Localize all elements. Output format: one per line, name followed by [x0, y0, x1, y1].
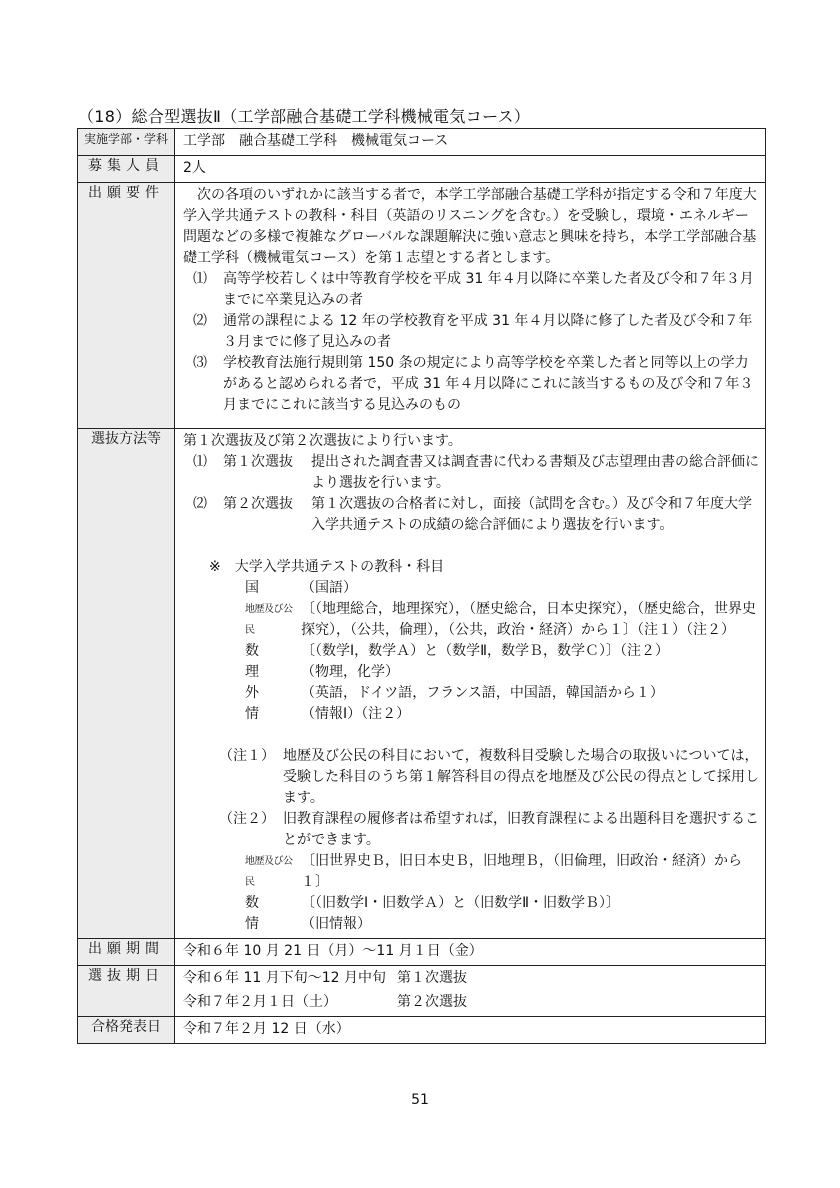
stage-text: 第１次選抜の合格者に対し，面接（試問を含む。）及び令和７年度大学入学共通テストの成績の総合評価により選抜を行います。: [311, 496, 752, 533]
note-key: （注２）: [219, 811, 275, 827]
subject-row: [183, 578, 759, 599]
note-row: [183, 746, 759, 809]
selection-date: 令和６年 11 月下旬～12 月中旬: [183, 970, 386, 986]
subject-value: （物理，化学）: [301, 664, 399, 680]
value-department: 工学部 融合基礎工学科 機械電気コース: [175, 129, 766, 156]
row-application-period: [78, 939, 766, 966]
selection-date: 令和７年２月１日（土）: [183, 994, 337, 1010]
requirement-item: [183, 311, 759, 353]
subject-row: [183, 704, 759, 725]
subject-key: 理: [245, 664, 259, 680]
row-announcement: [78, 1017, 766, 1044]
old-subject-value: （旧情報）: [301, 916, 371, 932]
requirement-item: [183, 353, 759, 416]
subject-key: 地歴及び公民: [245, 604, 293, 636]
selection-date-line: [183, 992, 759, 1013]
old-subject-row: [183, 893, 759, 914]
old-subject-value: 〔（旧数学Ⅰ・旧数学Ａ）と（旧数学Ⅱ・旧数学Ｂ）〕: [301, 895, 621, 911]
requirement-num: ⑴: [193, 271, 207, 287]
row-capacity: [78, 156, 766, 183]
label-application-period: 出願期間: [78, 939, 175, 966]
value-selection-dates: [175, 966, 766, 1017]
value-capacity: 2人: [175, 156, 766, 183]
selection-stage-name: 第２次選抜: [397, 994, 467, 1010]
requirement-text: 高等学校若しくは中等教育学校を平成 31 年４月以降に卒業した者及び令和７年３月までに卒業見込みの者: [223, 271, 754, 308]
note-row: [183, 809, 759, 851]
subject-value: （国語）: [301, 580, 357, 596]
note-value: 地歴及び公民の科目において，複数科目受験した場合の取扱いについては，受験した科目のうち第１解答科目の得点を地歴及び公民の得点として採用します。: [283, 748, 759, 806]
subject-row: [183, 683, 759, 704]
selection-date-line: [183, 968, 759, 989]
label-requirements: 出願要件: [78, 183, 175, 429]
old-subject-row: [183, 851, 759, 893]
subject-value: （情報Ⅰ）（注２）: [301, 706, 411, 722]
label-selection: 選抜方法等: [78, 429, 175, 939]
admission-table: [77, 128, 766, 1044]
value-announcement: 令和７年２月 12 日（水）: [175, 1017, 766, 1044]
note-key: （注１）: [219, 748, 275, 764]
selection-stage: [183, 494, 759, 536]
row-requirements: [78, 183, 766, 429]
subject-key: 外: [245, 685, 259, 701]
selection-intro: 第１次選抜及び第２次選抜により行います。: [183, 433, 462, 449]
row-selection: [78, 429, 766, 939]
old-subject-key: 情: [245, 916, 259, 932]
stage-num: ⑵: [193, 496, 207, 512]
label-announcement: 合格発表日: [78, 1017, 175, 1044]
requirement-num: ⑵: [193, 313, 207, 329]
old-subject-row: [183, 914, 759, 935]
requirement-text: 学校教育法施行規則第 150 条の規定により高等学校を卒業した者と同等以上の学力があると認められる者で，平成 31 年４月以降にこれに該当するもの及び令和７年３月までにこれに該当する見込みのもの: [223, 355, 754, 413]
selection-stage-name: 第１次選抜: [397, 970, 467, 986]
requirement-item: [183, 269, 759, 311]
page-number: 51: [411, 1092, 429, 1108]
subject-key: 国: [245, 580, 259, 596]
requirement-text: 通常の課程による 12 年の学校教育を平成 31 年４月以降に修了した者及び令和７年３月までに修了見込みの者: [223, 313, 753, 350]
section-title: （18）総合型選抜Ⅱ（工学部融合基礎工学科機械電気コース）: [78, 107, 531, 126]
subject-key: 数: [245, 643, 259, 659]
requirements-intro: 次の各項のいずれかに該当する者で，本学工学部融合基礎工学科が指定する令和７年度大学入学共通テストの教科・科目（英語のリスニングを含む。）を受験し，環境・エネルギー問題などの多様で複雑なグローバルな課題解決に強い意志と興味を持ち，本学工学部融合基礎工学科（機械電気コース）を第１志望とする者とします。: [183, 187, 757, 266]
stage-num: ⑴: [193, 454, 207, 470]
value-application-period: 令和６年 10 月 21 日（月）～11 月１日（金）: [175, 939, 766, 966]
requirement-num: ⑶: [193, 355, 207, 371]
row-selection-dates: [78, 966, 766, 1017]
note-value: 旧教育課程の履修者は希望すれば，旧教育課程による出題科目を選択することができます。: [283, 811, 759, 848]
subject-row: [183, 641, 759, 662]
subject-row: [183, 599, 759, 641]
selection-stage: [183, 452, 759, 494]
subjects-heading: ※ 大学入学共通テストの教科・科目: [209, 559, 445, 575]
subject-value: 〔（地理総合，地理探究），（歴史総合，日本史探究），（歴史総合，世界史探究），（公共，倫理），（公共，政治・経済）から１〕（注１）（注２）: [301, 601, 756, 638]
value-requirements: [175, 183, 766, 429]
value-selection: [175, 429, 766, 939]
stage-head: 第２次選抜: [223, 496, 293, 512]
subject-value: 〔（数学Ⅰ，数学Ａ）と（数学Ⅱ，数学Ｂ，数学Ｃ）〕（注２）: [301, 643, 670, 659]
stage-text: 提出された調査書又は調査書に代わる書類及び志望理由書の総合評価により選抜を行います。: [311, 454, 759, 491]
old-subject-key: 数: [245, 895, 259, 911]
subject-key: 情: [245, 706, 259, 722]
old-subject-key: 地歴及び公民: [245, 856, 293, 888]
stage-head: 第１次選抜: [223, 454, 293, 470]
subject-value: （英語，ドイツ語，フランス語，中国語，韓国語から１）: [301, 685, 664, 701]
subject-row: [183, 662, 759, 683]
label-capacity: 募集人員: [78, 156, 175, 183]
label-department: 実施学部・学科: [78, 129, 175, 156]
row-department: [78, 129, 766, 156]
old-subject-value: 〔旧世界史Ｂ，旧日本史Ｂ，旧地理Ｂ，（旧倫理，旧政治・経済）から１〕: [301, 853, 742, 890]
label-selection-dates: 選抜期日: [78, 966, 175, 1017]
